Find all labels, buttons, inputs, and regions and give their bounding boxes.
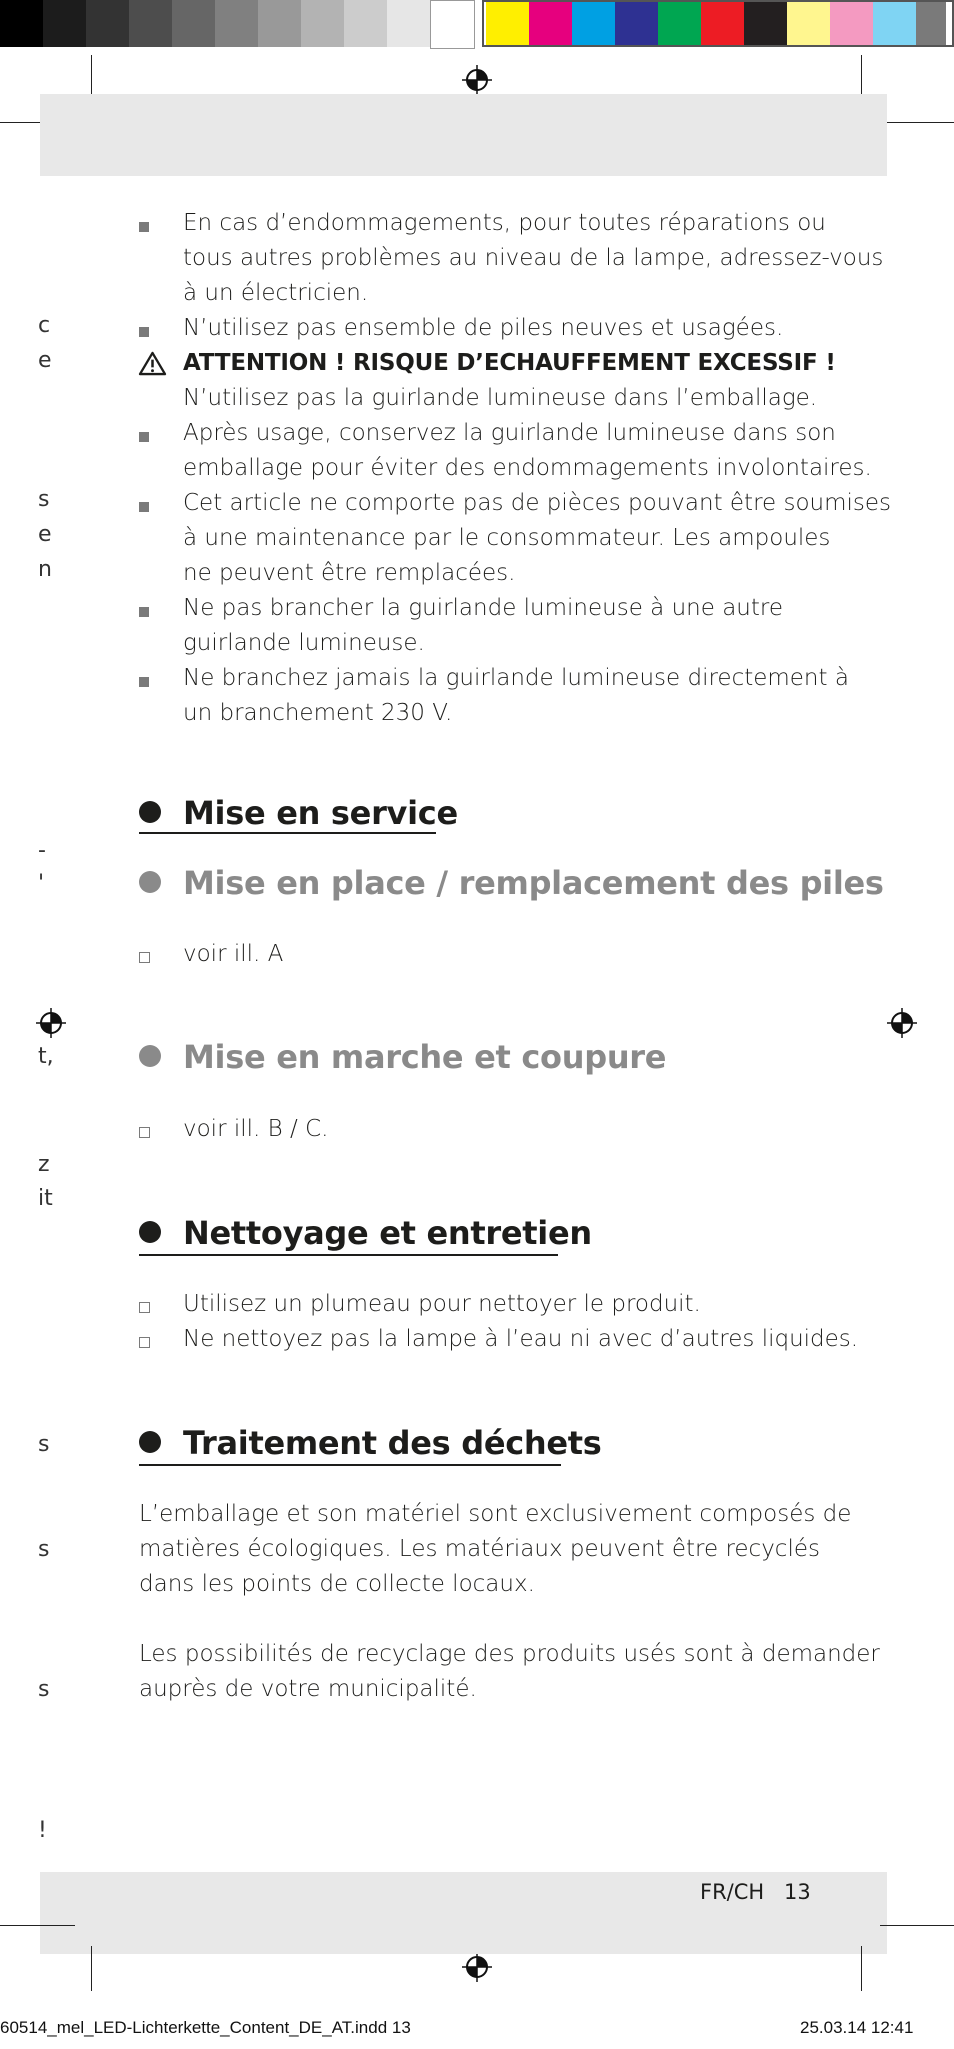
crop-mark <box>880 1925 954 1926</box>
color-swatch <box>129 0 172 47</box>
header-band <box>40 94 887 176</box>
bullet-text-line: N’utilisez pas la guirlande lumineuse dans l’emballage. <box>183 385 818 411</box>
clipped-letter: it <box>38 1186 53 1211</box>
crop-mark <box>0 1925 75 1926</box>
step-text: Utilisez un plumeau pour nettoyer le produit. <box>183 1291 701 1317</box>
color-swatch <box>0 0 43 47</box>
page-number: 13 <box>784 1880 811 1904</box>
bullet-text-line: à une maintenance par le consommateur. Les ampoules <box>183 525 831 551</box>
clipped-letter: e <box>38 522 52 547</box>
print-slug-filename: 60514_mel_LED-Lichterkette_Content_DE_AT.indd 13 <box>0 2018 411 2037</box>
color-swatch <box>43 0 86 47</box>
color-swatch <box>301 0 344 47</box>
clipped-letter: n <box>38 557 52 582</box>
heading-bullet-icon <box>139 1045 161 1067</box>
bullet-text-line: ne peuvent être remplacées. <box>183 560 516 586</box>
crop-mark <box>880 122 954 123</box>
crop-mark <box>91 1946 92 1991</box>
bullet-text-line: En cas d’endommagements, pour toutes réparations ou <box>183 210 826 236</box>
bullet-square-icon <box>139 502 149 512</box>
clipped-letter: ' <box>38 871 45 896</box>
heading-bullet-icon <box>139 871 161 893</box>
heading-underline <box>139 1254 558 1256</box>
heading-bullet-icon <box>139 801 161 823</box>
step-checkbox-icon <box>139 952 150 963</box>
bullet-text-line: un branchement 230 V. <box>183 700 453 726</box>
bullet-text-line: guirlande lumineuse. <box>183 630 425 656</box>
print-slug-date: 25.03.14 12:41 <box>800 2018 914 2037</box>
crop-mark <box>861 1946 862 1991</box>
registration-mark-icon <box>36 1008 66 1038</box>
heading-mise-en-place: Mise en place / remplacement des piles <box>183 864 884 902</box>
bullet-text-line: tous autres problèmes au niveau de la lampe, adressez-vous <box>183 245 884 271</box>
clipped-letter: e <box>38 348 52 373</box>
paragraph-line: auprès de votre municipalité. <box>139 1676 477 1702</box>
heading-bullet-icon <box>139 1431 161 1453</box>
bullet-square-icon <box>139 327 149 337</box>
heading-bullet-icon <box>139 1221 161 1243</box>
clipped-letter: s <box>38 1677 50 1702</box>
step-checkbox-icon <box>139 1302 150 1313</box>
paragraph-line: matières écologiques. Les matériaux peuvent être recyclés <box>139 1536 820 1562</box>
language-code: FR/CH <box>700 1880 765 1904</box>
clipped-letter: - <box>38 838 46 863</box>
heading-nettoyage: Nettoyage et entretien <box>183 1214 592 1252</box>
color-swatch <box>172 0 215 47</box>
step-text: voir ill. B / C. <box>183 1116 329 1142</box>
registration-mark-icon <box>887 1008 917 1038</box>
step-text: Ne nettoyez pas la lampe à l’eau ni avec d’autres liquides. <box>183 1326 859 1352</box>
clipped-letter: t, <box>38 1044 54 1069</box>
color-swatch <box>344 0 387 47</box>
heading-mise-en-service: Mise en service <box>183 794 458 832</box>
color-swatch <box>86 0 129 47</box>
clipped-letter: c <box>38 313 51 338</box>
bullet-text-line: emballage pour éviter des endommagements involontaires. <box>183 455 872 481</box>
color-swatch <box>258 0 301 47</box>
bullet-text-line: Après usage, conservez la guirlande lumineuse dans son <box>183 420 836 446</box>
bullet-square-icon <box>139 677 149 687</box>
bullet-text-line: Ne branchez jamais la guirlande lumineuse directement à <box>183 665 849 691</box>
heading-underline <box>139 1464 561 1466</box>
clipped-letter: s <box>38 1432 50 1457</box>
registration-mark-icon <box>462 1952 492 1982</box>
registration-mark-icon <box>462 65 492 95</box>
bullet-text-line: Cet article ne comporte pas de pièces pouvant être soumises <box>183 490 892 516</box>
paragraph-line: L’emballage et son matériel sont exclusivement composés de <box>139 1501 852 1527</box>
color-bar-frame <box>482 0 954 47</box>
step-checkbox-icon <box>139 1127 150 1138</box>
bullet-text-line: N’utilisez pas ensemble de piles neuves et usagées. <box>183 315 784 341</box>
clipped-letter: z <box>38 1152 50 1177</box>
clipped-letter: s <box>38 1537 50 1562</box>
step-text: voir ill. A <box>183 941 284 967</box>
heading-dechets: Traitement des déchets <box>183 1424 602 1462</box>
warning-heading: ATTENTION ! RISQUE D’ECHAUFFEMENT EXCESSIF ! <box>183 350 836 376</box>
clipped-letter: ! <box>38 1818 47 1843</box>
color-swatch <box>215 0 258 47</box>
warning-triangle-icon <box>138 351 167 376</box>
bullet-text-line: Ne pas brancher la guirlande lumineuse à une autre <box>183 595 783 621</box>
clipped-letter: s <box>38 487 50 512</box>
paragraph-line: Les possibilités de recyclage des produits usés sont à demander <box>139 1641 880 1667</box>
paragraph-line: dans les points de collecte locaux. <box>139 1571 535 1597</box>
color-swatch <box>387 0 430 47</box>
heading-underline <box>139 832 436 834</box>
step-checkbox-icon <box>139 1337 150 1348</box>
bullet-square-icon <box>139 432 149 442</box>
color-swatch <box>430 0 475 49</box>
bullet-square-icon <box>139 607 149 617</box>
bullet-square-icon <box>139 222 149 232</box>
bullet-text-line: à un électricien. <box>183 280 369 306</box>
heading-marche-coupure: Mise en marche et coupure <box>183 1038 667 1076</box>
